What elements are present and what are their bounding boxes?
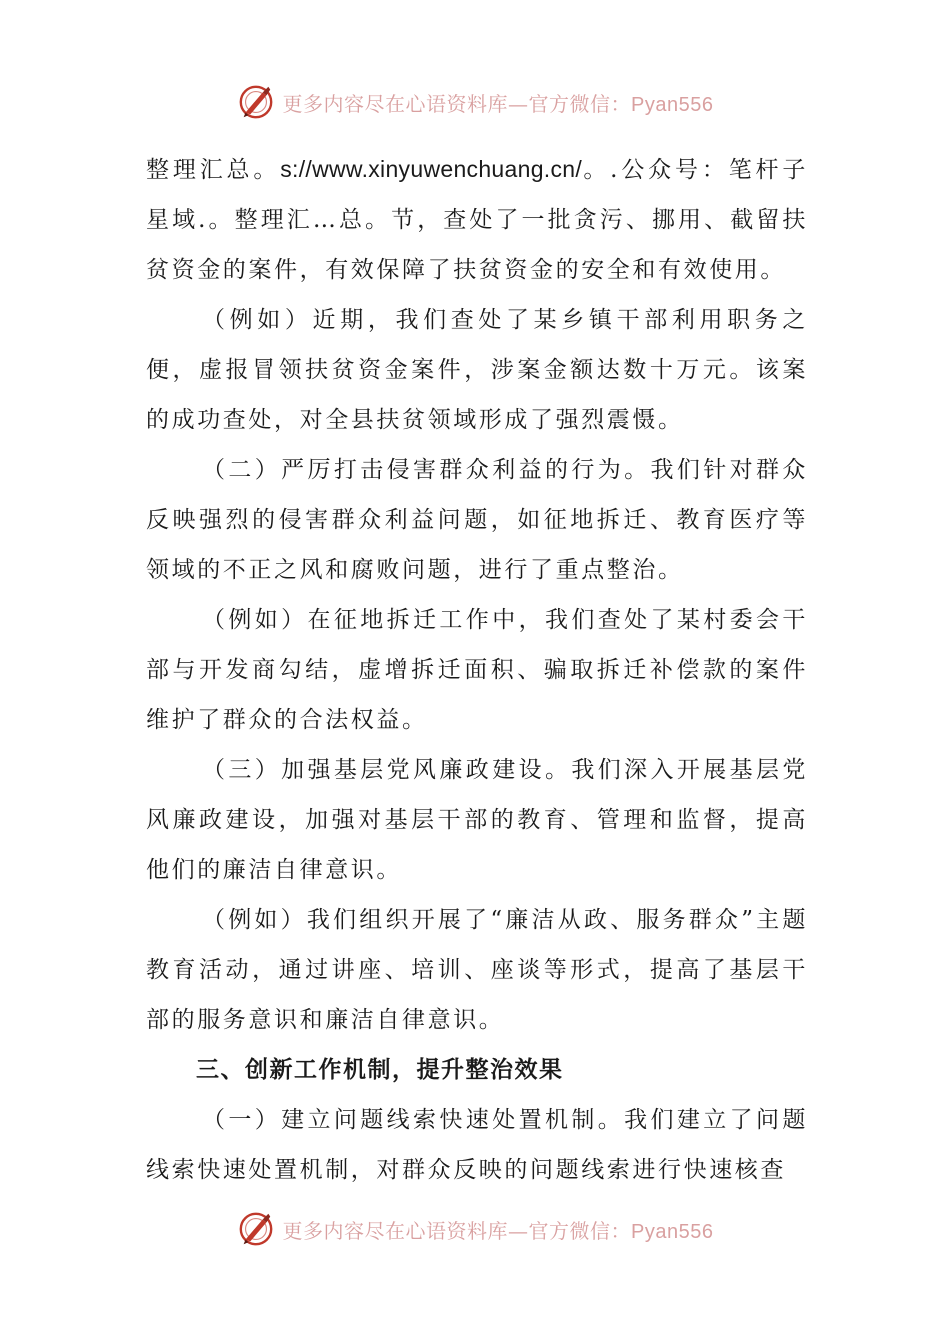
paragraph-5: （三）加强基层党风廉政建设。我们深入开展基层党风廉政建设，加强对基层干部的教育、管理和监督，提高他们的廉洁自律意识。 [146,757,808,883]
document-body [146,144,808,1195]
wechat-id: Pyan556 [631,93,714,116]
banner-label: 更多内容尽在心语资料库—官方微信： [282,91,632,116]
footer-banner [0,1207,950,1251]
paragraph-1-prefix: 整理汇总。 [146,157,281,183]
paragraph-1-url: s://www.xinyuwenchuang.cn/ [280,156,583,182]
paragraph-1 [146,144,808,295]
paragraph-4: （例如）在征地拆迁工作中，我们查处了某村委会干部与开发商勾结，虚增拆迁面积、骗取拆迁补偿款的案件维护了群众的合法权益。 [146,607,808,733]
section-heading: 三、创新工作机制，提升整治效果 [196,1057,564,1083]
banner-label: 更多内容尽在心语资料库—官方微信： [282,1218,632,1243]
paragraph-1-suffix: 。.公众号：笔杆子星域.。整理汇…总。节，查处了一批贪污、挪用、截留扶贫资金的案件，有效保障了扶贫资金的安全和有效使用。 [146,157,808,283]
paragraph-2: （例如）近期，我们查处了某乡镇干部利用职务之便，虚报冒领扶贫资金案件，涉案金额达数十万元。该案的成功查处，对全县扶贫领域形成了强烈震慑。 [146,307,808,433]
quill-pen-seal-icon [237,1210,275,1248]
paragraph-6: （例如）我们组织开展了“廉洁从政、服务群众”主题教育活动，通过讲座、培训、座谈等形式，提高了基层干部的服务意识和廉洁自律意识。 [146,907,808,1033]
paragraph-3: （二）严厉打击侵害群众利益的行为。我们针对群众反映强烈的侵害群众利益问题，如征地拆迁、教育医疗等领域的不正之风和腐败问题，进行了重点整治。 [146,457,808,583]
wechat-id: Pyan556 [631,1220,714,1243]
quill-pen-seal-icon [237,83,275,121]
paragraph-7: （一）建立问题线索快速处置机制。我们建立了问题线索快速处置机制，对群众反映的问题线索进行快速核查 [146,1107,808,1183]
header-banner [0,80,950,124]
banner-text [283,88,714,117]
banner-text [283,1215,714,1244]
